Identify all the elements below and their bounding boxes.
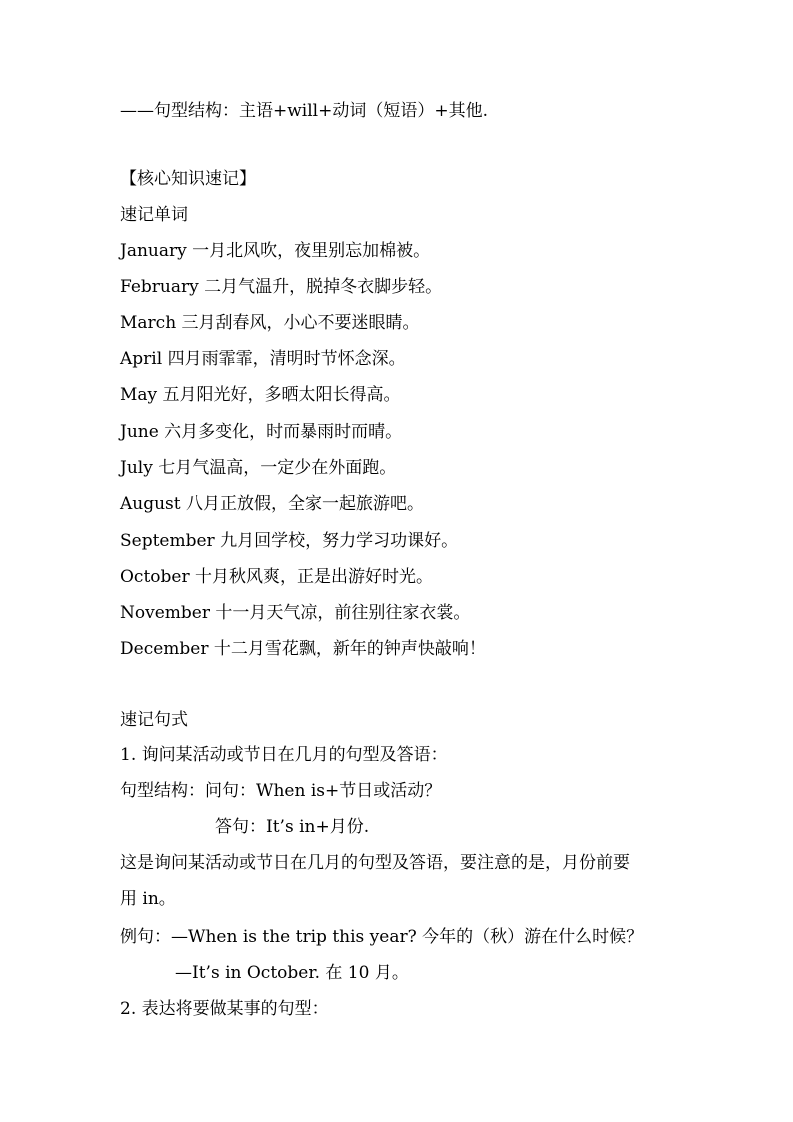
words-heading: 速记单词 bbox=[120, 205, 188, 225]
month-november: November 十一月天气凉，前往别往家衣裳。 bbox=[120, 603, 471, 623]
month-may: May 五月阳光好，多晒太阳长得高。 bbox=[120, 385, 401, 405]
month-april: April 四月雨霏霏，清明时节怀念深。 bbox=[120, 349, 406, 369]
point1-structure-answer: 答句：It’s in+月份. bbox=[215, 817, 370, 837]
month-september: September 九月回学校，努力学习功课好。 bbox=[120, 531, 459, 551]
sentences-heading: 速记句式 bbox=[120, 710, 188, 730]
point1-example-answer: —It’s in October. 在 10 月。 bbox=[175, 963, 409, 983]
month-february: February 二月气温升，脱掉冬衣脚步轻。 bbox=[120, 277, 443, 297]
month-june: June 六月多变化，时而暴雨时而晴。 bbox=[120, 422, 403, 442]
structure-line: ——句型结构：主语+will+动词（短语）+其他. bbox=[120, 101, 488, 121]
month-december: December 十二月雪花飘，新年的钟声快敲响！ bbox=[120, 639, 486, 659]
month-october: October 十月秋风爽，正是出游好时光。 bbox=[120, 567, 433, 587]
section-heading: 【核心知识速记】 bbox=[120, 169, 256, 189]
month-august: August 八月正放假，全家一起旅游吧。 bbox=[120, 494, 425, 514]
month-january: January 一月北风吹，夜里别忘加棉被。 bbox=[120, 241, 431, 261]
point1-structure-question: 句型结构：问句：When is+节日或活动？ bbox=[120, 781, 442, 801]
point2-title: 2. 表达将要做某事的句型： bbox=[120, 999, 329, 1019]
month-july: July 七月气温高，一定少在外面跑。 bbox=[120, 458, 397, 478]
point1-title: 1. 询问某活动或节日在几月的句型及答语： bbox=[120, 745, 448, 765]
point1-example-question: 例句：—When is the trip this year? 今年的（秋）游在什么时候？ bbox=[120, 927, 644, 947]
point1-note-line2: 用 in。 bbox=[120, 889, 176, 909]
point1-note-line1: 这是询问某活动或节日在几月的句型及答语，要注意的是，月份前要 bbox=[120, 853, 630, 873]
month-march: March 三月刮春风，小心不要迷眼睛。 bbox=[120, 313, 420, 333]
